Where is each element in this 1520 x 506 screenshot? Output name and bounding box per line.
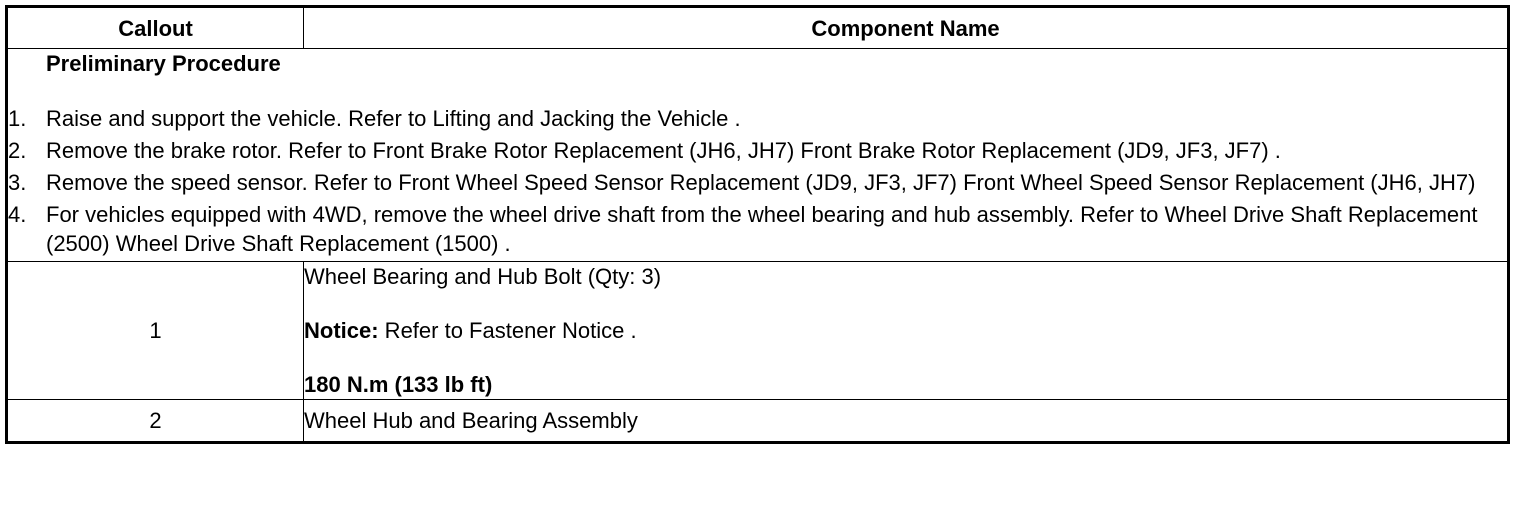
table-row — [7, 262, 1509, 400]
table-row — [7, 400, 1509, 443]
component-cell — [304, 262, 1509, 400]
step-number: 2. — [8, 138, 27, 163]
preliminary-row — [7, 49, 1509, 262]
step-number: 3. — [8, 170, 27, 195]
preliminary-steps-list — [8, 104, 1507, 258]
step-item — [8, 104, 1507, 133]
notice-label: Notice: — [304, 318, 379, 343]
header-row — [7, 7, 1509, 49]
callout-number: 1 — [7, 262, 304, 400]
notice-text: Refer to Fastener Notice . — [378, 318, 637, 343]
step-text: For vehicles equipped with 4WD, remove the wheel drive shaft from the wheel bearing and hub assembly. Refer to Wheel Drive Shaft Replacement (2500) Wheel Drive Shaft Replacement (1500) . — [46, 202, 1478, 256]
step-item — [8, 168, 1507, 197]
step-text: Raise and support the vehicle. Refer to Lifting and Jacking the Vehicle . — [46, 106, 741, 131]
component-name: Wheel Bearing and Hub Bolt (Qty: 3) — [304, 264, 662, 289]
procedure-document — [5, 5, 1505, 444]
step-item — [8, 136, 1507, 165]
callout-number: 2 — [7, 400, 304, 443]
callout-header: Callout — [7, 7, 304, 49]
preliminary-procedure-title: Preliminary Procedure — [46, 51, 281, 76]
component-cell — [304, 400, 1509, 443]
procedure-table — [5, 5, 1510, 444]
step-text: Remove the brake rotor. Refer to Front Brake Rotor Replacement (JH6, JH7) Front Brake Rotor Replacement (JD9, JF3, JF7) . — [46, 138, 1281, 163]
step-item — [8, 200, 1507, 258]
component-name: Wheel Hub and Bearing Assembly — [304, 408, 638, 433]
torque-spec: 180 N.m (133 lb ft) — [304, 372, 493, 397]
step-number: 4. — [8, 202, 27, 227]
step-number: 1. — [8, 106, 27, 131]
preliminary-procedure-cell — [7, 49, 1509, 262]
component-name-header: Component Name — [304, 7, 1509, 49]
notice-line — [304, 316, 1507, 345]
step-text: Remove the speed sensor. Refer to Front Wheel Speed Sensor Replacement (JD9, JF3, JF7) Front Wheel Speed Sensor Replacement (JH6, JH7) — [46, 170, 1476, 195]
